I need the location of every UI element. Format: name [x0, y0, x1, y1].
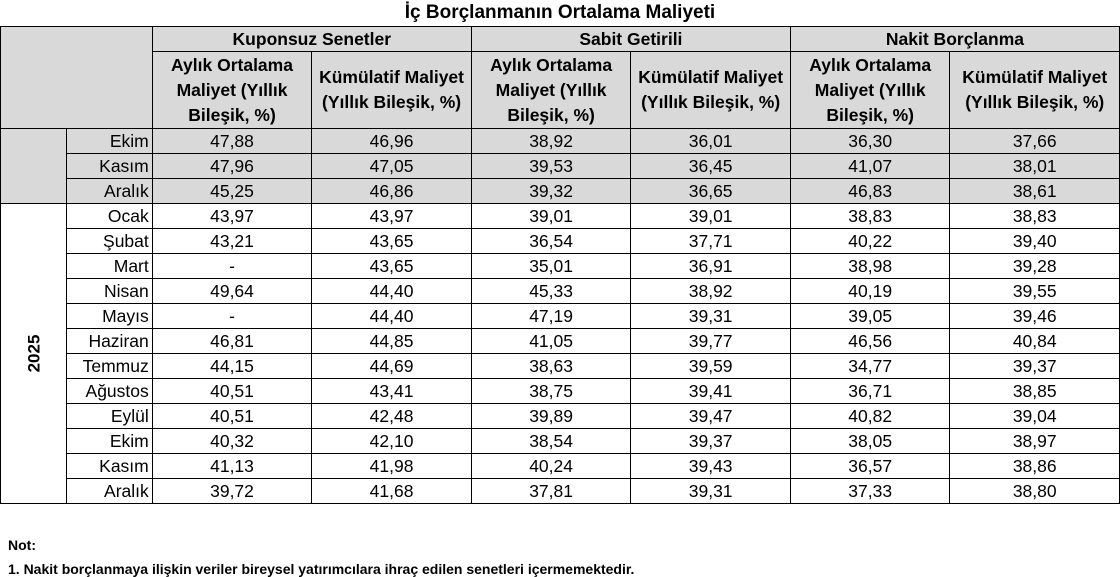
column-header: Kümülatif Maliyet (Yıllık Bileşik, %) — [631, 52, 791, 129]
value-cell: 41,07 — [790, 154, 950, 179]
table-body — [1, 129, 1120, 504]
value-cell: 41,68 — [312, 479, 472, 504]
value-cell: 47,05 — [312, 154, 472, 179]
value-cell: 45,33 — [471, 279, 631, 304]
value-cell: 39,41 — [631, 379, 791, 404]
month-cell: Kasım — [66, 454, 152, 479]
table-row — [1, 129, 1120, 154]
month-cell: Aralık — [66, 479, 152, 504]
table-row — [1, 379, 1120, 404]
month-cell: Şubat — [66, 229, 152, 254]
month-cell: Mayıs — [66, 304, 152, 329]
value-cell: - — [152, 254, 312, 279]
group-header-sabit: Sabit Getirili — [471, 27, 790, 52]
value-cell: 36,91 — [631, 254, 791, 279]
table-row — [1, 304, 1120, 329]
value-cell: 43,97 — [152, 204, 312, 229]
value-cell: 39,37 — [631, 429, 791, 454]
value-cell: 39,31 — [631, 479, 791, 504]
month-cell: Aralık — [66, 179, 152, 204]
value-cell: 44,40 — [312, 304, 472, 329]
month-cell: Haziran — [66, 329, 152, 354]
sub-header-row — [1, 52, 1120, 129]
month-cell: Ocak — [66, 204, 152, 229]
month-cell: Eylül — [66, 404, 152, 429]
table-row — [1, 354, 1120, 379]
group-header-nakit: Nakit Borçlanma — [790, 27, 1119, 52]
value-cell: 44,69 — [312, 354, 472, 379]
value-cell: 39,40 — [950, 229, 1120, 254]
value-cell: 40,19 — [790, 279, 950, 304]
value-cell: 37,33 — [790, 479, 950, 504]
year-label: 2025 — [23, 334, 43, 373]
value-cell: 38,92 — [631, 279, 791, 304]
value-cell: 43,21 — [152, 229, 312, 254]
table-row — [1, 279, 1120, 304]
month-cell: Ekim — [66, 429, 152, 454]
value-cell: 37,66 — [950, 129, 1120, 154]
value-cell: 39,77 — [631, 329, 791, 354]
value-cell: 36,01 — [631, 129, 791, 154]
year-cell-previous — [1, 129, 67, 204]
value-cell: 39,53 — [471, 154, 631, 179]
value-cell: - — [152, 304, 312, 329]
value-cell: 38,83 — [790, 204, 950, 229]
value-cell: 39,46 — [950, 304, 1120, 329]
table-row — [1, 404, 1120, 429]
month-cell: Temmuz — [66, 354, 152, 379]
table-row — [1, 254, 1120, 279]
table-row — [1, 179, 1120, 204]
value-cell: 40,51 — [152, 404, 312, 429]
value-cell: 38,80 — [950, 479, 1120, 504]
value-cell: 39,05 — [790, 304, 950, 329]
value-cell: 44,40 — [312, 279, 472, 304]
value-cell: 44,15 — [152, 354, 312, 379]
page-title: İç Borçlanmanın Ortalama Maliyeti — [404, 2, 716, 23]
column-header: Kümülatif Maliyet (Yıllık Bileşik, %) — [950, 52, 1120, 129]
value-cell: 38,75 — [471, 379, 631, 404]
value-cell: 38,54 — [471, 429, 631, 454]
value-cell: 49,64 — [152, 279, 312, 304]
table-row — [1, 229, 1120, 254]
corner-cell — [1, 27, 153, 129]
value-cell: 38,86 — [950, 454, 1120, 479]
value-cell: 38,98 — [790, 254, 950, 279]
value-cell: 43,65 — [312, 254, 472, 279]
value-cell: 40,22 — [790, 229, 950, 254]
value-cell: 43,65 — [312, 229, 472, 254]
month-cell: Ekim — [66, 129, 152, 154]
value-cell: 40,82 — [790, 404, 950, 429]
table-row — [1, 204, 1120, 229]
note-label: Not: — [8, 537, 36, 553]
group-header-row — [1, 27, 1120, 52]
value-cell: 39,31 — [631, 304, 791, 329]
value-cell: 42,48 — [312, 404, 472, 429]
value-cell: 36,30 — [790, 129, 950, 154]
month-cell: Mart — [66, 254, 152, 279]
value-cell: 37,71 — [631, 229, 791, 254]
value-cell: 40,84 — [950, 329, 1120, 354]
value-cell: 36,57 — [790, 454, 950, 479]
value-cell: 43,41 — [312, 379, 472, 404]
value-cell: 47,96 — [152, 154, 312, 179]
table-row — [1, 429, 1120, 454]
value-cell: 46,56 — [790, 329, 950, 354]
value-cell: 43,97 — [312, 204, 472, 229]
column-header: Aylık Ortalama Maliyet (Yıllık Bileşik, %) — [790, 52, 950, 129]
table-row — [1, 329, 1120, 354]
month-cell: Kasım — [66, 154, 152, 179]
value-cell: 41,05 — [471, 329, 631, 354]
cost-table — [0, 26, 1120, 504]
value-cell: 36,71 — [790, 379, 950, 404]
month-cell: Nisan — [66, 279, 152, 304]
value-cell: 38,61 — [950, 179, 1120, 204]
value-cell: 41,98 — [312, 454, 472, 479]
year-cell — [1, 204, 67, 504]
value-cell: 38,92 — [471, 129, 631, 154]
value-cell: 38,01 — [950, 154, 1120, 179]
value-cell: 39,55 — [950, 279, 1120, 304]
value-cell: 39,43 — [631, 454, 791, 479]
value-cell: 46,96 — [312, 129, 472, 154]
value-cell: 47,88 — [152, 129, 312, 154]
value-cell: 42,10 — [312, 429, 472, 454]
table-row — [1, 454, 1120, 479]
value-cell: 37,81 — [471, 479, 631, 504]
value-cell: 44,85 — [312, 329, 472, 354]
value-cell: 39,47 — [631, 404, 791, 429]
value-cell: 39,37 — [950, 354, 1120, 379]
value-cell: 40,51 — [152, 379, 312, 404]
value-cell: 36,54 — [471, 229, 631, 254]
value-cell: 46,83 — [790, 179, 950, 204]
value-cell: 39,59 — [631, 354, 791, 379]
value-cell: 38,97 — [950, 429, 1120, 454]
value-cell: 38,83 — [950, 204, 1120, 229]
value-cell: 41,13 — [152, 454, 312, 479]
value-cell: 39,04 — [950, 404, 1120, 429]
note-text: 1. Nakit borçlanmaya ilişkin veriler bireysel yatırımcılara ihraç edilen senetleri içermemektedir. — [8, 561, 635, 577]
column-header: Kümülatif Maliyet (Yıllık Bileşik, %) — [312, 52, 472, 129]
value-cell: 40,24 — [471, 454, 631, 479]
group-header-kuponsuz: Kuponsuz Senetler — [152, 27, 471, 52]
value-cell: 39,01 — [471, 204, 631, 229]
value-cell: 34,77 — [790, 354, 950, 379]
value-cell: 39,89 — [471, 404, 631, 429]
table-row — [1, 154, 1120, 179]
value-cell: 39,28 — [950, 254, 1120, 279]
value-cell: 46,86 — [312, 179, 472, 204]
value-cell: 36,45 — [631, 154, 791, 179]
column-header: Aylık Ortalama Maliyet (Yıllık Bileşik, %) — [152, 52, 312, 129]
value-cell: 38,63 — [471, 354, 631, 379]
value-cell: 35,01 — [471, 254, 631, 279]
value-cell: 38,05 — [790, 429, 950, 454]
value-cell: 39,01 — [631, 204, 791, 229]
table-row — [1, 479, 1120, 504]
month-cell: Ağustos — [66, 379, 152, 404]
value-cell: 47,19 — [471, 304, 631, 329]
value-cell: 46,81 — [152, 329, 312, 354]
value-cell: 38,85 — [950, 379, 1120, 404]
value-cell: 40,32 — [152, 429, 312, 454]
value-cell: 39,32 — [471, 179, 631, 204]
value-cell: 36,65 — [631, 179, 791, 204]
value-cell: 45,25 — [152, 179, 312, 204]
value-cell: 39,72 — [152, 479, 312, 504]
column-header: Aylık Ortalama Maliyet (Yıllık Bileşik, %) — [471, 52, 631, 129]
